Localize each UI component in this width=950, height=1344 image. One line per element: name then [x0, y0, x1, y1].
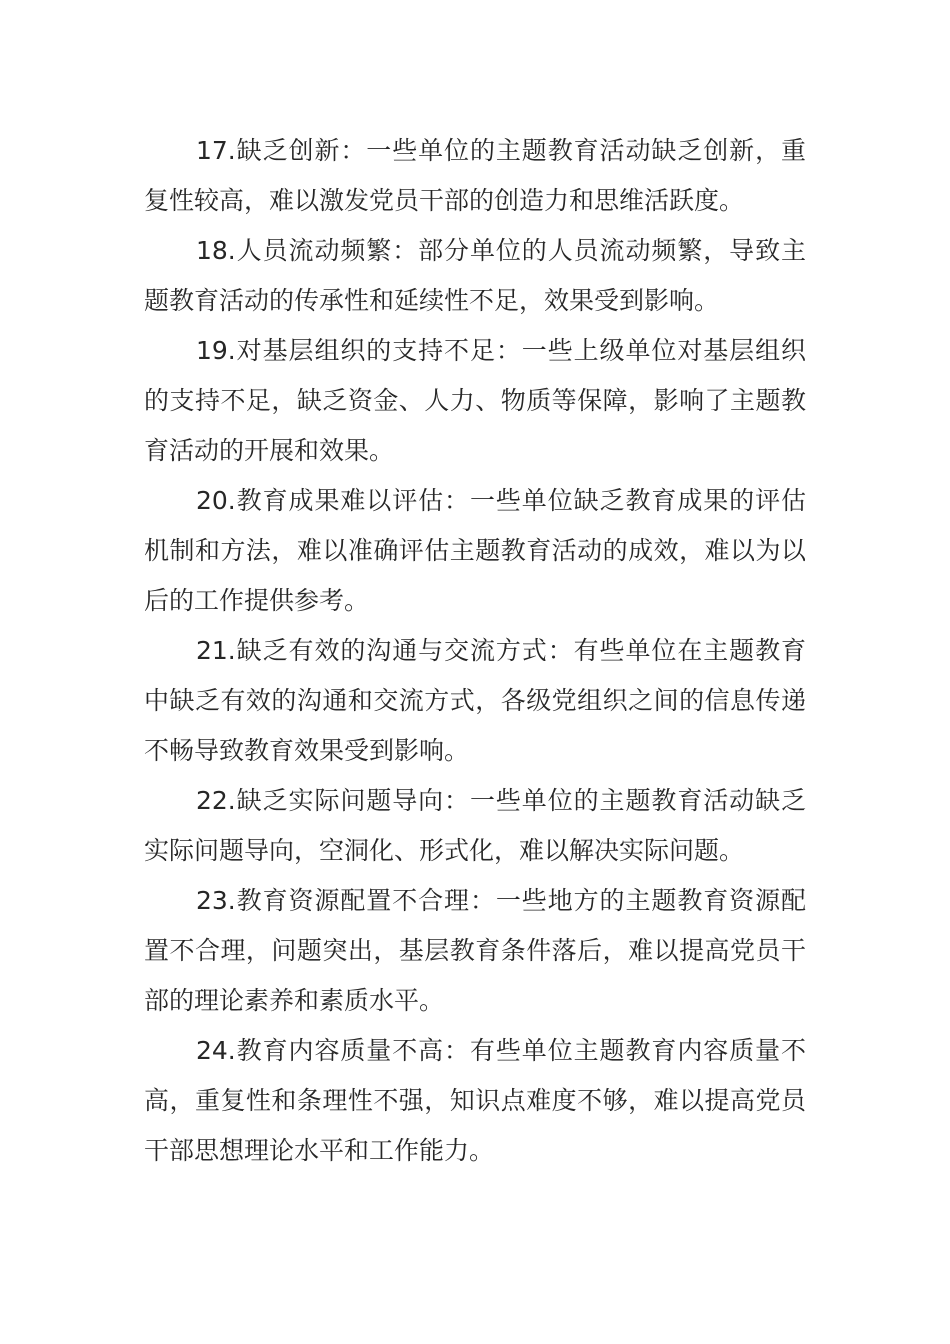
paragraph-24: 24.教育内容质量不高：有些单位主题教育内容质量不高，重复性和条理性不强，知识点难度不够，难以提高党员干部思想理论水平和工作能力。: [144, 1036, 806, 1165]
paragraph-20: 20.教育成果难以评估：一些单位缺乏教育成果的评估机制和方法，难以准确评估主题教育活动的成效，难以为以后的工作提供参考。: [144, 486, 806, 615]
paragraph-21: 21.缺乏有效的沟通与交流方式：有些单位在主题教育中缺乏有效的沟通和交流方式，各级党组织之间的信息传递不畅导致教育效果受到影响。: [144, 636, 806, 765]
paragraph-17: 17.缺乏创新：一些单位的主题教育活动缺乏创新，重复性较高，难以激发党员干部的创造力和思维活跃度。: [144, 136, 806, 215]
paragraph-19: 19.对基层组织的支持不足：一些上级单位对基层组织的支持不足，缺乏资金、人力、物质等保障，影响了主题教育活动的开展和效果。: [144, 336, 806, 465]
paragraph-18: 18.人员流动频繁：部分单位的人员流动频繁，导致主题教育活动的传承性和延续性不足，效果受到影响。: [144, 236, 806, 315]
paragraph-23: 23.教育资源配置不合理：一些地方的主题教育资源配置不合理，问题突出，基层教育条件落后，难以提高党员干部的理论素养和素质水平。: [144, 886, 806, 1015]
document-body: [144, 126, 806, 1176]
paragraph-22: 22.缺乏实际问题导向：一些单位的主题教育活动缺乏实际问题导向，空洞化、形式化，难以解决实际问题。: [144, 786, 806, 865]
